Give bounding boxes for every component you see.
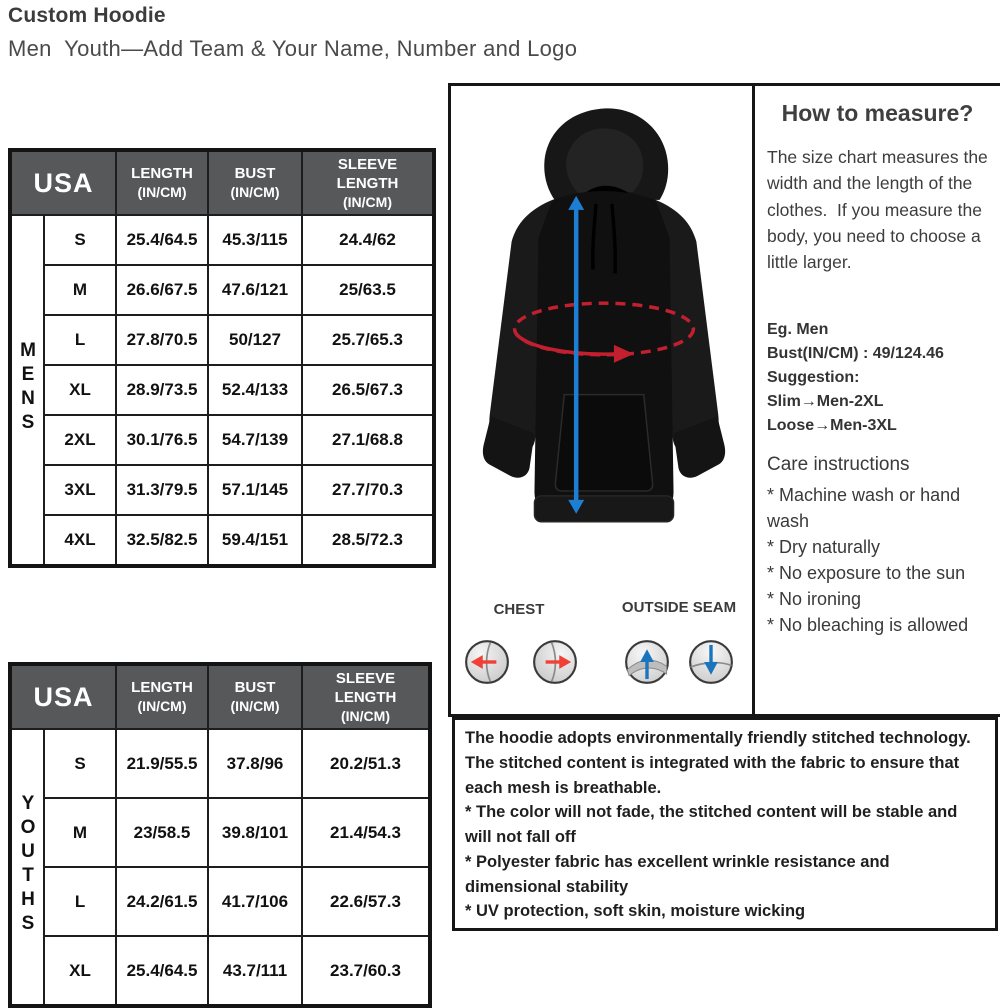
length-cell: 30.1/76.5	[116, 415, 208, 465]
size-example-block	[767, 318, 995, 438]
sleeve-cell: 23.7/60.3	[302, 936, 430, 1006]
mens-size-table	[8, 148, 436, 568]
bust-cell: 57.1/145	[208, 465, 302, 515]
product-description-box	[452, 717, 998, 931]
example-line: Slim→Men-2XL	[767, 393, 884, 410]
care-item: * No exposure to the sun	[767, 563, 966, 584]
page-title: Custom Hoodie	[8, 4, 166, 27]
sleeve-header: SLEEVE LENGTH (IN/CM)	[302, 150, 434, 215]
table-row	[10, 415, 434, 465]
table-header-row	[10, 664, 430, 729]
hoodie-diagram-panel	[448, 83, 755, 717]
bust-cell: 52.4/133	[208, 365, 302, 415]
table-row	[10, 867, 430, 936]
size-cell: 2XL	[44, 415, 116, 465]
table-row	[10, 515, 434, 566]
usa-header: USA	[10, 150, 116, 215]
size-cell: XL	[44, 365, 116, 415]
sleeve-cell: 26.5/67.3	[302, 365, 434, 415]
seam-measure-up-arrow-icon	[624, 639, 670, 685]
table-row	[10, 936, 430, 1006]
size-cell: S	[44, 729, 116, 798]
length-cell: 31.3/79.5	[116, 465, 208, 515]
length-cell: 26.6/67.5	[116, 265, 208, 315]
table-row	[10, 215, 434, 265]
usa-header: USA	[10, 664, 116, 729]
care-item: * Dry naturally	[767, 537, 881, 558]
care-item: * Machine wash or hand wash	[767, 485, 961, 532]
care-item: * No ironing	[767, 589, 862, 610]
length-cell: 23/58.5	[116, 798, 208, 867]
table-row	[10, 729, 430, 798]
length-cell: 24.2/61.5	[116, 867, 208, 936]
description-paragraph: * UV protection, soft skin, moisture wicking	[465, 902, 806, 921]
sleeve-cell: 25/63.5	[302, 265, 434, 315]
how-to-measure-panel	[755, 83, 1000, 717]
sleeve-header: SLEEVE LENGTH (IN/CM)	[302, 664, 430, 729]
seam-measure-down-arrow-icon	[688, 639, 734, 685]
hoodie-image	[455, 92, 753, 572]
example-line: Bust(IN/CM) : 49/124.46	[767, 345, 944, 362]
sleeve-cell: 27.7/70.3	[302, 465, 434, 515]
sleeve-cell: 20.2/51.3	[302, 729, 430, 798]
care-item: * No bleaching is allowed	[767, 615, 969, 636]
bust-header: BUST (IN/CM)	[208, 150, 302, 215]
length-header: LENGTH (IN/CM)	[116, 150, 208, 215]
chest-measure-left-arrow-icon	[464, 639, 510, 685]
description-paragraph: The hoodie adopts environmentally friendly stitched technology. The stitched content is integrated with the fabric to ensure that each mesh is breathable.	[465, 729, 971, 797]
description-paragraph: * Polyester fabric has excellent wrinkle resistance and dimensional stability	[465, 852, 890, 896]
example-line: Eg. Men	[767, 321, 829, 338]
youths-size-table	[8, 662, 432, 1008]
size-cell: S	[44, 215, 116, 265]
youths-group-label: YOUTHS	[10, 729, 44, 1006]
how-to-measure-description: The size chart measures the width and the length of the clothes. If you measure the body, you need to choose a little larger.	[767, 147, 993, 272]
bust-cell: 54.7/139	[208, 415, 302, 465]
outside-seam-label: OUTSIDE SEAM	[621, 599, 737, 616]
bust-cell: 37.8/96	[208, 729, 302, 798]
sleeve-cell: 21.4/54.3	[302, 798, 430, 867]
size-cell: 4XL	[44, 515, 116, 566]
length-cell: 21.9/55.5	[116, 729, 208, 798]
bust-cell: 39.8/101	[208, 798, 302, 867]
bust-header: BUST (IN/CM)	[208, 664, 302, 729]
bust-cell: 41.7/106	[208, 867, 302, 936]
description-paragraph: * The color will not fade, the stitched content will be stable and will not fall off	[465, 803, 958, 846]
sleeve-cell: 22.6/57.3	[302, 867, 430, 936]
bust-cell: 45.3/115	[208, 215, 302, 265]
care-instructions-block	[767, 454, 975, 639]
bust-cell: 43.7/111	[208, 936, 302, 1006]
bust-cell: 50/127	[208, 315, 302, 365]
example-line: Suggestion:	[767, 369, 860, 386]
length-cell: 27.8/70.5	[116, 315, 208, 365]
mens-group-label: MENS	[10, 215, 44, 566]
table-row	[10, 465, 434, 515]
table-row	[10, 315, 434, 365]
example-line: Loose→Men-3XL	[767, 417, 897, 434]
table-row	[10, 798, 430, 867]
how-to-measure-heading: How to measure?	[781, 100, 974, 126]
size-cell: M	[44, 798, 116, 867]
length-cell: 25.4/64.5	[116, 215, 208, 265]
sleeve-cell: 24.4/62	[302, 215, 434, 265]
length-header: LENGTH (IN/CM)	[116, 664, 208, 729]
care-instructions-heading: Care instructions	[767, 454, 910, 475]
chest-measure-right-arrow-icon	[532, 639, 578, 685]
bust-cell: 47.6/121	[208, 265, 302, 315]
table-row	[10, 265, 434, 315]
sleeve-cell: 25.7/65.3	[302, 315, 434, 365]
page-subtitle: Men Youth—Add Team & Your Name, Number and Logo	[8, 36, 578, 61]
sleeve-cell: 27.1/68.8	[302, 415, 434, 465]
size-cell: XL	[44, 936, 116, 1006]
length-cell: 28.9/73.5	[116, 365, 208, 415]
chest-label: CHEST	[493, 601, 545, 618]
sleeve-cell: 28.5/72.3	[302, 515, 434, 566]
size-cell: L	[44, 867, 116, 936]
table-row	[10, 365, 434, 415]
size-cell: L	[44, 315, 116, 365]
length-cell: 32.5/82.5	[116, 515, 208, 566]
size-cell: 3XL	[44, 465, 116, 515]
size-cell: M	[44, 265, 116, 315]
table-header-row	[10, 150, 434, 215]
length-cell: 25.4/64.5	[116, 936, 208, 1006]
bust-cell: 59.4/151	[208, 515, 302, 566]
